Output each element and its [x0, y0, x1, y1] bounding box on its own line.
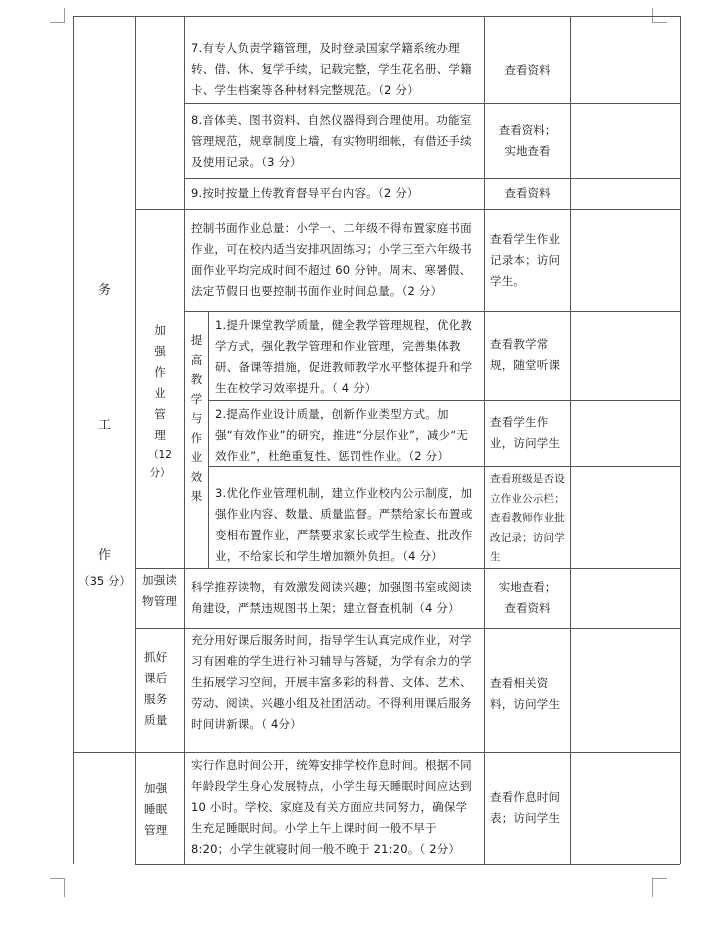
check-method: 查看相关资料，访问学生 — [490, 676, 561, 711]
criteria-text: 8.音体美、图书资料、自然仪器得到合理使用。功能室管理规范，规章制度上墙，有实物明细帐，有借还手续及使用记录。（3 分） — [191, 113, 472, 169]
category-label: 加强读物管理 — [142, 573, 178, 608]
corner-mark — [50, 8, 65, 23]
check-method: 查看资料 — [504, 601, 551, 615]
criteria-text: 实行作息时间公开，统筹安排学校作息时间。根据不同年龄段学生身心发展特点，小学生每天睡眠时间应达到10 小时。学校、家庭及有关方面应共同努力，确保学生充足睡眠时间。小学上午上课时间一般不早于 8:20；小学生就寝时间一般不晚于 21:20。（ 2分） — [191, 758, 472, 856]
category-label: 加 强 作 业 管 理 — [154, 323, 166, 442]
check-method: 查看教学常规，随堂听课 — [490, 337, 561, 372]
corner-mark — [50, 878, 65, 897]
criteria-text: 9.按时按量上传教育督导平台内容。（2 分） — [191, 186, 419, 200]
criteria-text: 充分用好课后服务时间，指导学生认真完成作业，对学习有困难的学生进行补习辅导与答疑，为学有余力的学生拓展学习空间，开展丰富多彩的科普、文体、艺术、劳动、阅读、兴趣小组及社团活动。不得利用课后服务时间讲新课。（ 4分） — [191, 633, 472, 731]
criteria-text: 2.提高作业设计质量，创新作业类型方式。加强“有效作业”的研究，推进“分层作业”，减少“无效作业”，杜绝重复性、惩罚性作业。（2 分） — [215, 407, 469, 463]
category-score: （12 分） — [148, 449, 172, 479]
category-label: 加强睡眠管理 — [144, 781, 168, 837]
check-method: 查看资料； — [498, 123, 557, 137]
section-char: 工 — [97, 418, 111, 433]
check-method: 查看学生作业，访问学生 — [490, 415, 561, 450]
category-label: 抓好课后服务质量 — [144, 650, 168, 727]
check-method: 查看班级是否设立作业公示栏；查看教师作业批改记录；访问学生 — [490, 473, 565, 563]
check-method: 实地查看； — [498, 580, 557, 594]
criteria-text: 科学推荐读物，有效激发阅读兴趣；加强图书室或阅读角建设，严禁违规图书上架；建立督查机制（4 分） — [191, 580, 472, 615]
corner-mark — [652, 878, 667, 897]
check-method: 查看资料 — [504, 186, 551, 200]
check-method: 查看学生作业记录本；访问学生。 — [490, 232, 561, 288]
section-char: 务 — [97, 283, 111, 298]
section-char: 作 — [97, 548, 111, 563]
check-method: 实地查看 — [504, 144, 551, 158]
criteria-text: 1.提升课堂教学质量，健全教学管理规程，优化教学方式，强化教学管理和作业管理，完善集体教研、备课等措施，促进教师教学水平整体提升和学生在校学习效率提升。（ 4 分） — [215, 318, 473, 395]
check-method: 查看资料 — [504, 63, 551, 77]
criteria-text: 7.有专人负责学籍管理，及时登录国家学籍系统办理转、借、休、复学手续，记载完整，学生花名册、学籍卡、学生档案等各种材料完整规范。（2 分） — [191, 41, 472, 97]
criteria-text: 控制书面作业总量：小学一、二年级不得布置家庭书面作业，可在校内适当安排巩固练习；小学三至六年级书面作业平均完成时间不超过 60 分钟。周末、寒暑假、法定节假日也要控制书面作业时间总量。（2 分） — [191, 221, 472, 298]
check-method: 查看作息时间表；访问学生 — [490, 790, 561, 825]
section-score: （35 分） — [78, 574, 131, 588]
criteria-text: 3.优化作业管理机制，建立作业校内公示制度，加强作业内容、数量、质量监督。严禁给家长布置或变相布置作业，严禁要求家长或学生检查、批改作业，不给家长和学生增加额外负担。（4 分） — [215, 486, 473, 563]
sub-category-label: 提 高 教 学 与 作 业 效 果 — [190, 333, 203, 503]
